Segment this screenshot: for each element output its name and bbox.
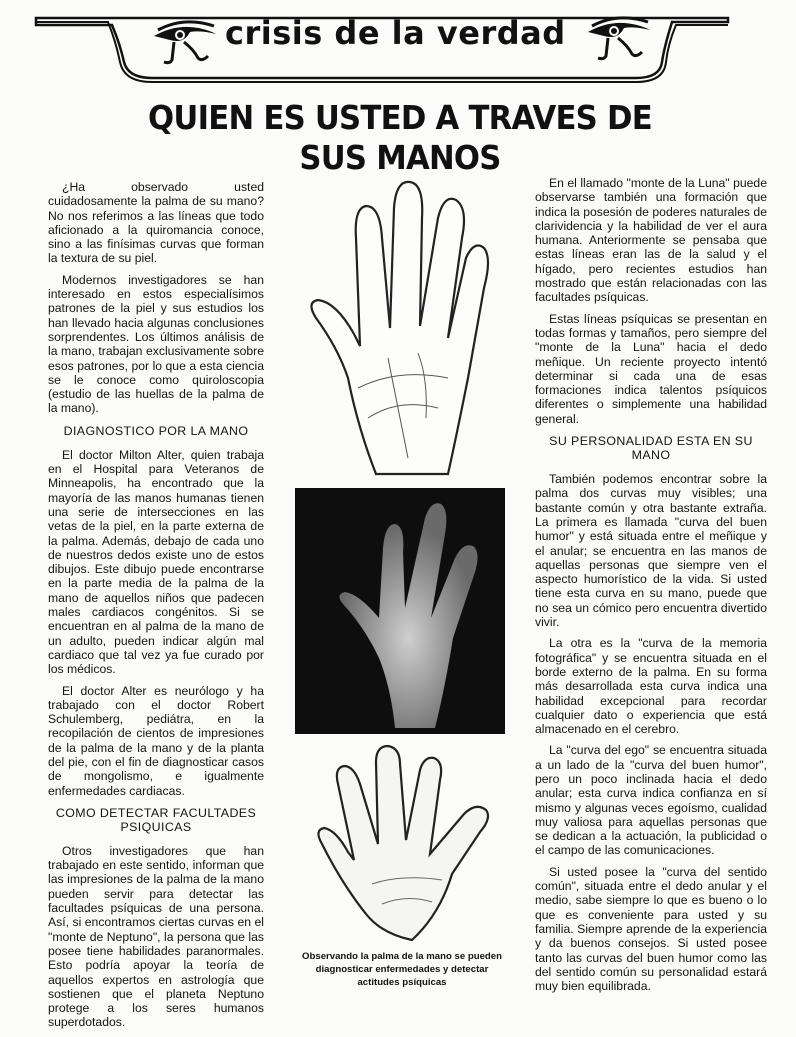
paragraph: Si usted posee la "curva del sentido común", situada entre el dedo anular y el medio, sabe siempre lo que es bueno o lo que es conveniente para usted y su familia. Siempre aprende de la experiencia y da buenos consejos. Si usted posee tanto las curvas del buen humor como las del sentido común su personalidad estará muy bien equilibrada. (535, 864, 767, 994)
masthead-title: crisis de la verdad (225, 14, 566, 52)
article-headline (84, 98, 716, 178)
masthead-banner (0, 0, 796, 90)
hand-photo-top (298, 178, 498, 478)
headline-line-1: QUIEN ES USTED A TRAVES DE (148, 98, 652, 137)
paragraph: Modernos investigadores se han interesado en estos especialísimos patrones de la piel y sus estudios los han llevado hacia algunas conclusiones sorprendentes. Los últimos análisis de la mano, trabajan exclusivamente sobre esos patrones, por lo que a esta ciencia se le conoce como quiroloscopia (estudio de las huellas de la palma de la mano). (48, 272, 264, 416)
section-heading: DIAGNOSTICO POR LA MANO (63, 423, 249, 438)
hand-photo-bottom (302, 744, 502, 944)
paragraph: También podemos encontrar sobre la palma dos curvas muy visibles; una bastante común y otra bastante extraña. La primera es llamada "curva del buen humor" y está situada entre el meñique y el anular; se encuentra en las manos de aquellas personas que siempre ven el aspecto humorístico de la vida. Si usted tiene esta curva en su mano, puede que no sea un cómico pero encuentra divertido vivir. (535, 472, 767, 630)
headline-line-2: SUS MANOS (299, 138, 501, 177)
left-column (48, 180, 264, 1037)
paragraph: ¿Ha observado usted cuidadosamente la palma de su mano? No nos referimos a las líneas que todo aficionado a la quiromancia conoce, sino a las finísimas curvas que forman la textura de su piel. (48, 180, 264, 266)
eye-of-horus-icon (150, 20, 220, 66)
section-heading: COMO DETECTAR FACULTADES PSIQUICAS (55, 805, 257, 834)
eye-of-horus-icon (584, 16, 654, 62)
right-column (535, 176, 767, 1000)
hand-photo-middle (295, 488, 505, 734)
section-heading: SU PERSONALIDAD ESTA EN SU MANO (549, 434, 753, 463)
paragraph: En el llamado "monte de la Luna" puede observarse también una formación que indica la posesión de poderes naturales de clarividencia y la habilidad de ver el aura humana. Anteriormente se pensaba que estas líneas eran las de la salud y el hígado, pero recientes estudios han mostrado que están relacionadas con las facultades psíquicas. (535, 176, 767, 305)
photo-caption: Observando la palma de la mano se pueden diagnosticar enfermedades y detectar actitudes psíquicas (302, 951, 502, 988)
paragraph: La "curva del ego" se encuentra situada a un lado de la "curva del buen humor", pero un poco inclinada hacia el dedo anular; esta curva indica confianza en sí mismo y algunas veces egoísmo, cualidad muy valiosa para aquellas personas que se dedican a la actuación, la publicidad o el campo de las comunicaciones. (535, 743, 767, 858)
paragraph: Estas líneas psíquicas se presentan en todas formas y tamaños, pero siempre del "monte de la Luna" hacia el dedo meñique. Un reciente proyecto intentó determinar si cada una de esas formaciones indica talentos psíquicos diferentes o simplemente una habilidad general. (535, 311, 767, 426)
paragraph: El doctor Milton Alter, quien trabaja en el Hospital para Veteranos de Minneapolis, ha encontrado que la mayoría de las manos humanas tienen una serie de intersecciones en las vetas de la piel, en la parte externa de la palma. Además, debajo de cada uno de nuestros dedos existe uno de estos dibujos. Este dibujo puede encontrarse en la parte media de la palma de la mano de aquellos niños que padecen males cardiacos congénitos. Si se encuentran en al palma de la mano de un adulto, pueden indicar algún mal cardiaco que tal vez ya fue curado por los médicos. (48, 447, 264, 677)
paragraph: Otros investigadores que han trabajado en este sentido, informan que las impresiones de la palma de la mano pueden servir para detectar las facultades psíquicas de una persona. Así, si encontramos ciertas curvas en el "monte de Neptuno", la persona que las posee tiene habilidades paranormales. Esto podría apoyar la teoría de aquellos expertos en astrología que sostienen que el planeta Neptuno protege a los seres humanos superdotados. (48, 843, 264, 1030)
paragraph: El doctor Alter es neurólogo y ha trabajado con el doctor Robert Schulemberg, pediátra, en la recopilación de cientos de impresiones de la palma de la mano y de la planta del pie, con el fin de diagnosticar casos de mongolismo, e igualmente enfermedades cardiacas. (48, 683, 264, 798)
paragraph: La otra es la "curva de la memoria fotográfica" y se encuentra situada en el borde externo de la palma. En su forma más desarrollada esta curva indica una habilidad excepcional para recordar cualquier dato o experiencia que está almacenado en el cerebro. (535, 636, 767, 737)
